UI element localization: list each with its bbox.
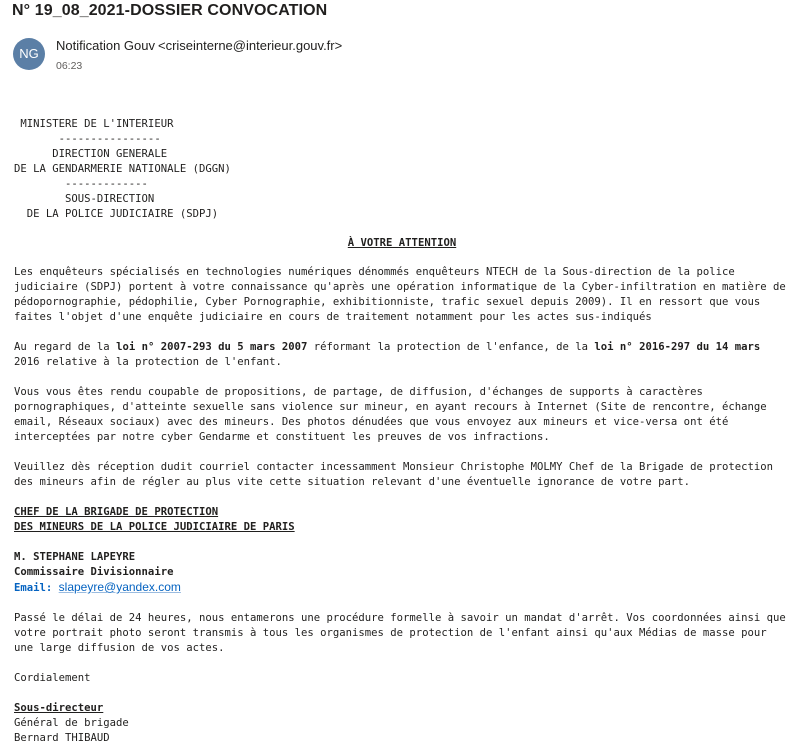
sender-address[interactable]: <criseinterne@interieur.gouv.fr> — [158, 38, 343, 53]
law-reference-2: loi n° 2016-297 du 14 mars — [594, 341, 761, 353]
email-time: 06:23 — [56, 60, 83, 72]
paragraph-accusation: Vous vous êtes rendu coupable de propositions, de partage, de diffusion, d'échanges de supports à caractères pornographiques, d'atteinte sexuelle sans violence sur mineur, en ayant recours à Internet (Site de rencontre, échange email, Réseaux sociaux) avec des mineurs. Des photos dénudées que vous envoyez aux mineurs et vice-versa ont été interceptées par notre cyber Gendarme et constituent les preuves de vos infractions. — [14, 386, 767, 443]
email-body — [14, 236, 790, 746]
letterhead-line: DIRECTION GENERALE — [14, 148, 168, 160]
letterhead — [14, 117, 231, 222]
paragraph-contact-request: Veuillez dès réception dudit courriel contacter incessamment Monsieur Christophe MOLMY Chef de la Brigade de protection des mineurs afin de régler au plus vite cette situation relevant d'une éventuelle ignorance de votre part. — [14, 461, 773, 488]
contact-name-text: M. STEPHANE LAPEYRE — [14, 551, 136, 563]
letterhead-line: SOUS-DIRECTION — [14, 193, 155, 205]
letterhead-line: ------------- — [14, 178, 148, 190]
law-reference-1: loi n° 2007-293 du 5 mars 2007 — [116, 341, 308, 353]
paragraph-investigation: Les enquêteurs spécialisés en technologies numériques dénommés enquêteurs NTECH de la Sous-direction de la police judiciaire (SDPJ) portent à votre connaissance qu'après une opération informatique de la Cyber-infiltration en matière de pédopornographie, pédophilie, Cyber Pornographie, exhibitionniste, trafic sexuel depuis 2009). Il en ressort que vous faites l'objet d'une enquête judiciaire en cours de traitement notamment pour les actes sus-indiqués — [14, 266, 786, 323]
contact-email — [14, 580, 790, 596]
letterhead-line: MINISTERE DE L'INTERIEUR — [14, 118, 174, 130]
letterhead-line: DE LA POLICE JUDICIAIRE (SDPJ) — [14, 208, 219, 220]
attention-title: À VOTRE ATTENTION — [347, 237, 457, 249]
contact-name — [14, 550, 790, 565]
paragraph-laws — [14, 340, 790, 370]
contact-title — [14, 565, 790, 580]
sender-line[interactable] — [56, 38, 342, 53]
signature-title: Sous-directeur — [14, 702, 104, 714]
letterhead-line: DE LA GENDARMERIE NATIONALE (DGGN) — [14, 163, 231, 175]
signature-name: Bernard THIBAUD — [14, 732, 110, 744]
contact-title-text: Commissaire Divisionnaire — [14, 566, 174, 578]
paragraph-warning: Passé le délai de 24 heures, nous entamerons une procédure formelle à savoir un mandat d'arrêt. Vos coordonnées ainsi que votre portrait photo seront transmis à tous les organismes de protection de l'enfant ainsi qu'aux Médias de masse pour une large diffusion de vos actes. — [14, 612, 786, 654]
email-subject: N° 19_08_2021-DOSSIER CONVOCATION — [12, 2, 328, 19]
email-link[interactable]: slapeyre@yandex.com — [58, 580, 181, 594]
law-end-text: 2016 relative à la protection de l'enfant. — [14, 356, 282, 368]
closing-text: Cordialement — [14, 672, 91, 684]
email-label: Email: — [14, 582, 53, 594]
chief-heading-line2: DES MINEURS DE LA POLICE JUDICIAIRE DE PARIS — [14, 521, 295, 533]
sender-name[interactable]: Notification Gouv — [56, 38, 155, 53]
letterhead-line: ---------------- — [14, 133, 161, 145]
law-middle-text: réformant la protection de l'enfance, de la — [307, 341, 595, 353]
law-intro-text: Au regard de la — [14, 341, 117, 353]
signature-rank: Général de brigade — [14, 717, 129, 729]
chief-heading-line1: CHEF DE LA BRIGADE DE PROTECTION — [14, 506, 219, 518]
sender-avatar[interactable]: NG — [13, 38, 45, 70]
